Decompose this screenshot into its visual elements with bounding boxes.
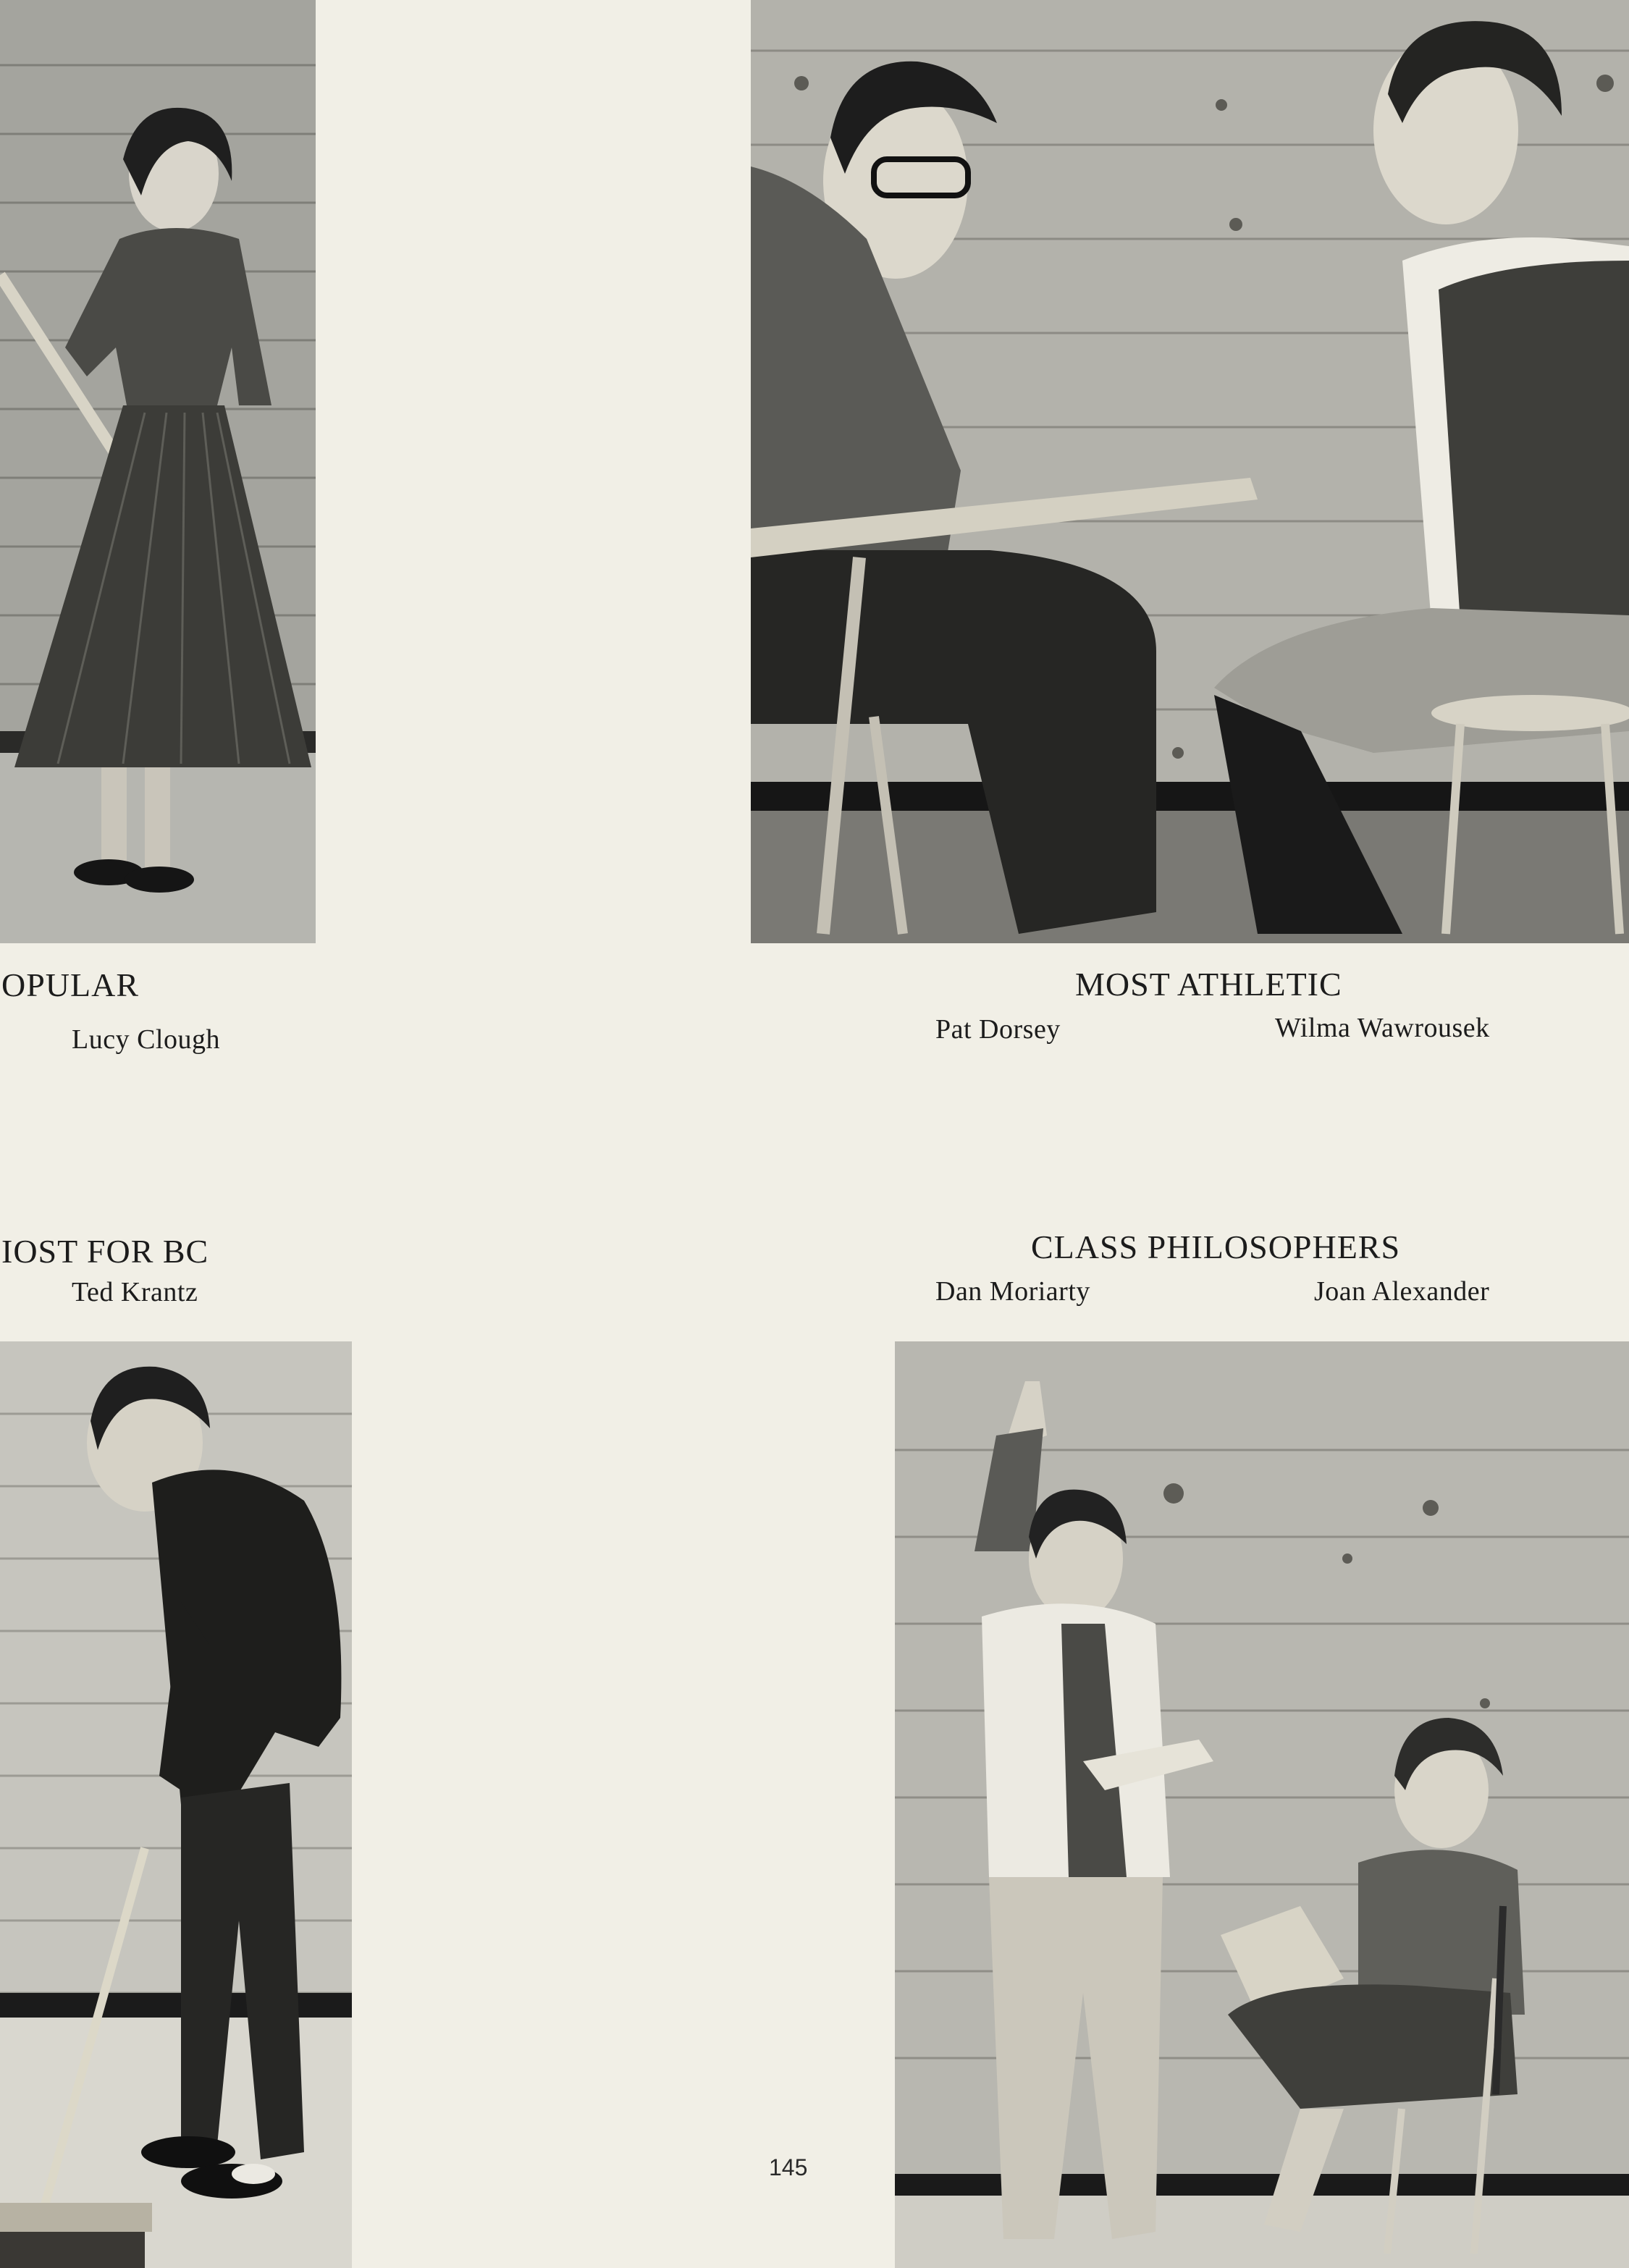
name-wilma-wawrousek: Wilma Wawrousek	[1275, 1013, 1490, 1043]
photo-most-athletic	[751, 0, 1629, 943]
name-ted-krantz: Ted Krantz	[72, 1277, 198, 1307]
page-number: 145	[769, 2154, 808, 2180]
photo-class-philosophers	[895, 1341, 1629, 2268]
name-lucy-clough: Lucy Clough	[72, 1024, 220, 1055]
photo-popular	[0, 0, 316, 943]
section-heading-most-athletic: MOST ATHLETIC	[1075, 966, 1342, 1003]
photo-most-for-bc	[0, 1341, 352, 2268]
section-heading-most-for-bc: IOST FOR BC	[1, 1233, 209, 1270]
name-pat-dorsey: Pat Dorsey	[935, 1014, 1061, 1045]
name-dan-moriarty: Dan Moriarty	[935, 1276, 1090, 1307]
section-heading-class-philosophers: CLASS PHILOSOPHERS	[1031, 1228, 1401, 1265]
section-heading-popular: OPULAR	[1, 966, 140, 1003]
name-joan-alexander: Joan Alexander	[1314, 1276, 1490, 1307]
